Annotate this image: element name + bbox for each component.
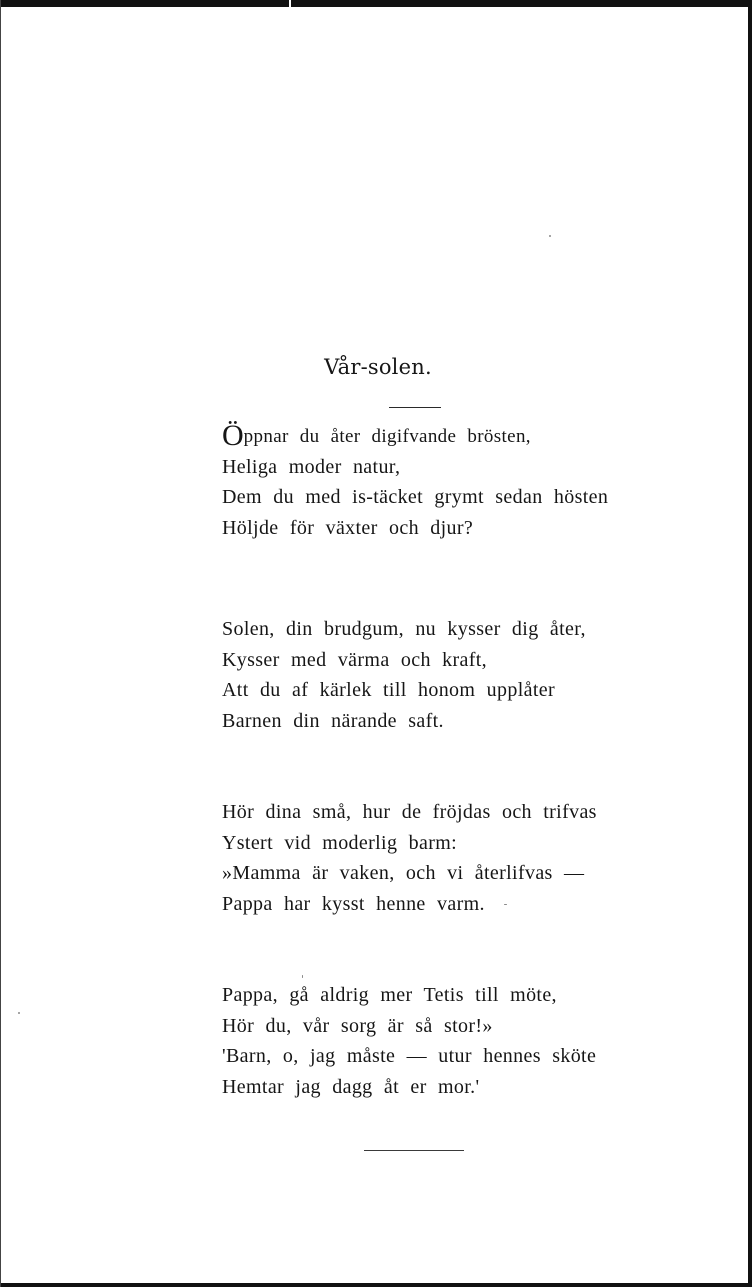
- verse-line: Hemtar jag dagg åt er mor.': [222, 1075, 480, 1098]
- left-scan-border: [0, 0, 1, 1287]
- top-border-notch: [289, 0, 291, 7]
- end-divider: [364, 1150, 464, 1151]
- poem-title: Vår-solen.: [324, 355, 432, 379]
- paper-speck: [302, 975, 303, 978]
- paper-speck: [549, 235, 551, 237]
- paper-speck: [18, 1012, 20, 1014]
- verse-line: »Mamma är vaken, och vi återlifvas —: [222, 862, 585, 884]
- title-divider: [389, 407, 441, 408]
- verse-line: Solen, din brudgum, nu kysser dig åter,: [222, 618, 586, 640]
- right-scan-border: [748, 0, 752, 1287]
- stanza-4: [222, 980, 642, 1102]
- stanza-1: [222, 421, 642, 543]
- verse-line: Hör du, vår sorg är så stor!»: [222, 1014, 493, 1037]
- paper-speck: [504, 904, 507, 905]
- drop-cap: Ö: [222, 419, 244, 452]
- stanza-3: [222, 797, 642, 919]
- verse-line: Ystert vid moderlig barm:: [222, 831, 458, 854]
- verse-line: Barnen din närande saft.: [222, 709, 444, 732]
- verse-line: Pappa har kysst henne varm.: [222, 892, 485, 915]
- verse-line: Hör dina små, hur de fröjdas och trifvas: [222, 801, 597, 823]
- top-scan-border: [0, 0, 752, 7]
- verse-line-text: ppnar du åter digifvande brösten,: [243, 426, 531, 447]
- verse-line: [222, 421, 642, 452]
- verse-line: Heliga moder natur,: [222, 455, 401, 478]
- verse-line: Höljde för växter och djur?: [222, 516, 474, 539]
- verse-line: 'Barn, o, jag måste — utur hennes sköte: [222, 1045, 597, 1067]
- stanza-2: [222, 614, 642, 736]
- verse-line: Dem du med is-täcket grymt sedan hösten: [222, 486, 609, 508]
- verse-line: Att du af kärlek till honom upplåter: [222, 679, 555, 701]
- bottom-scan-border: [0, 1283, 752, 1287]
- verse-line: Pappa, gå aldrig mer Tetis till möte,: [222, 984, 557, 1006]
- verse-line: Kysser med värma och kraft,: [222, 648, 488, 671]
